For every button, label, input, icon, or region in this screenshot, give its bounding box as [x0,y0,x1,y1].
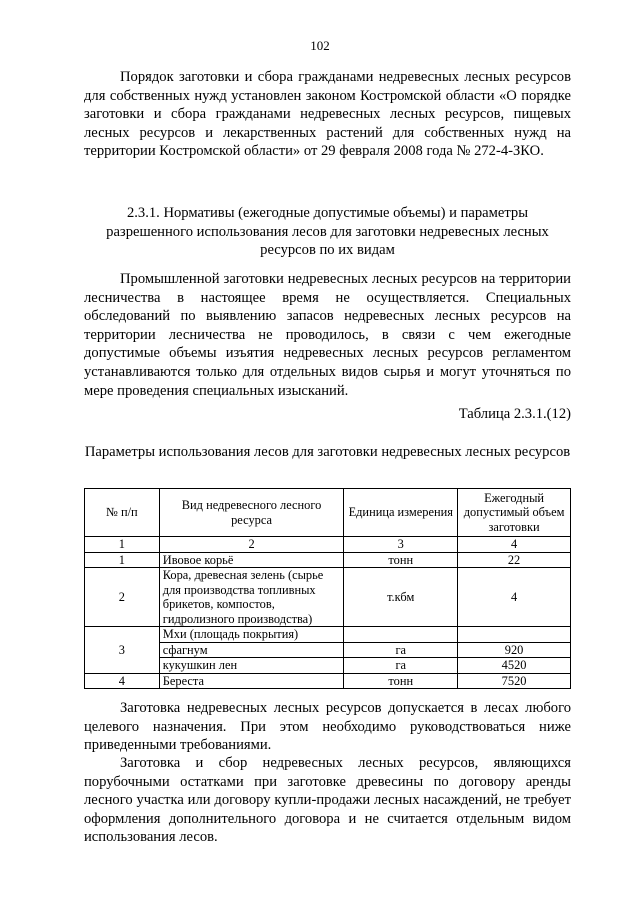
row-unit: га [344,642,458,658]
header-volume: Ежегодный допустимый объем заготовки [458,489,571,537]
closing-paragraph-2: Заготовка и сбор недревесных лесных ресурсов, являющихся порубочными остатками при заготовке древесины по договору аренды лесного участка или договору купли-продажи лесных насаждений, не требует оформления дополнительного договора и не считается отдельным видом использования лесов. [84,755,571,846]
row-unit: тонн [344,673,458,689]
table-title: Параметры использования лесов для заготовки недревесных лесных ресурсов [84,444,571,460]
row-volume: 22 [458,552,571,568]
row-unit: т.кбм [344,568,458,627]
table-row [85,568,571,627]
table-header-row [85,489,571,537]
row-volume [458,627,571,643]
header-unit: Единица измерения [344,489,458,537]
col-number: 4 [458,537,571,553]
row-resource: Мхи (площадь покрытия) [159,627,344,643]
row-unit: га [344,658,458,674]
section-paragraph: Промышленной заготовки недревесных лесных ресурсов на территории лесничества в настоящее время не осуществляется. Специальных обследований по выявлению запасов недревесных лесных ресурсов на территории лесничества не проводилось, в связи с чем ежегодные допустимые объемы изъятия недревесных лесных ресурсов регламентом устанавливаются только для отдельных видов сырья и могут уточняться по мере проведения специальных изысканий. [84,271,571,399]
column-number-row [85,537,571,553]
row-num: 1 [85,552,160,568]
closing-paragraph-1: Заготовка недревесных лесных ресурсов допускается в лесах любого целевого назначения. При этом необходимо руководствоваться ниже приведенными требованиями. [84,700,571,754]
header-resource: Вид недревесного лесного ресурса [159,489,344,537]
table-row [85,627,571,643]
row-volume: 7520 [458,673,571,689]
section-heading: 2.3.1. Нормативы (ежегодные допустимые объемы) и параметры разрешенного использования лесов для заготовки недревесных лесных ресурсов по их видам [106,205,549,259]
header-num: № п/п [85,489,160,537]
row-unit: тонн [344,552,458,568]
row-volume: 4520 [458,658,571,674]
row-resource: кукушкин лен [159,658,344,674]
row-volume: 920 [458,642,571,658]
row-num: 3 [85,627,160,674]
row-unit [344,627,458,643]
row-num: 4 [85,673,160,689]
table-row [85,552,571,568]
row-resource: Береста [159,673,344,689]
row-resource: сфагнум [159,642,344,658]
col-number: 3 [344,537,458,553]
table-row [85,673,571,689]
col-number: 1 [85,537,160,553]
row-resource: Кора, древесная зелень (сырье для производства топливных брикетов, компостов, гидролизного производства) [159,568,344,627]
row-num: 2 [85,568,160,627]
row-volume: 4 [458,568,571,627]
resource-table [84,488,571,689]
table-label: Таблица 2.3.1.(12) [458,406,571,422]
col-number: 2 [159,537,344,553]
row-resource: Ивовое корьё [159,552,344,568]
page-number: 102 [310,38,330,53]
intro-paragraph: Порядок заготовки и сбора гражданами недревесных лесных ресурсов для собственных нужд установлен законом Костромской области «О порядке заготовки и сбора гражданами недревесных лесных ресурсов, пищевых лесных ресурсов и лекарственных растений для собственных нужд на территории Костромской области» от 29 февраля 2008 года № 272-4-ЗКО. [84,69,571,160]
